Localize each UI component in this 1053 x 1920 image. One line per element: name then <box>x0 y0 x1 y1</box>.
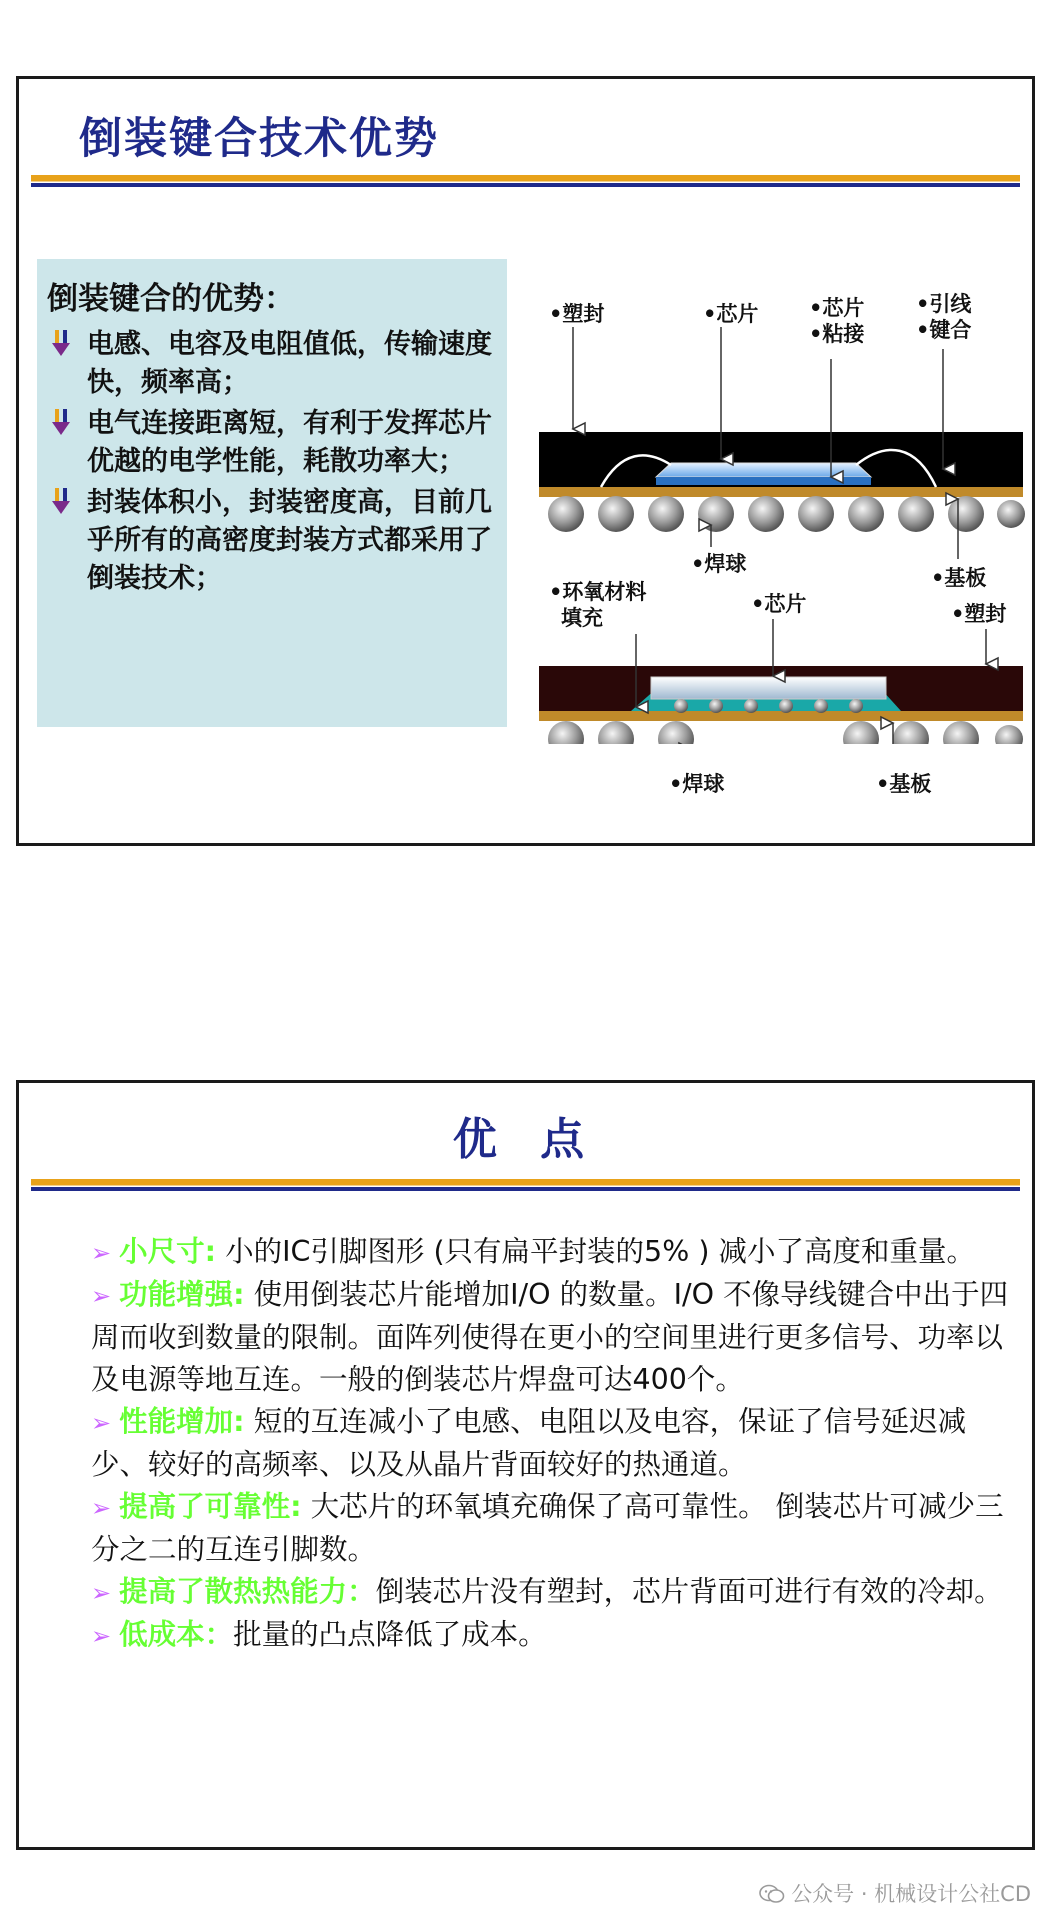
triangle-bullet-icon: ➢ <box>91 1282 112 1310</box>
solder-balls-top <box>548 496 1025 532</box>
title-divider <box>31 1179 1020 1191</box>
item-keyword: 提高了散热热能力： <box>119 1575 376 1608</box>
label-epoxy-fill-1: •环氧材料 <box>549 579 647 604</box>
triangle-bullet-icon: ➢ <box>91 1579 112 1607</box>
item-text: 倒装芯片没有塑封，芯片背面可进行有效的冷却。 <box>375 1575 1003 1608</box>
list-item <box>91 1231 1011 1274</box>
item-keyword: 提高了可靠性: <box>119 1490 302 1523</box>
footer-text: 公众号 · 机械设计公社CD <box>791 1882 1031 1906</box>
label-chip: •芯片 <box>703 301 759 326</box>
advantages-list <box>91 1231 1011 1657</box>
label-substrate: •基板 <box>931 565 987 590</box>
flip-chip-diagram <box>531 229 1031 796</box>
label-wire-bond-2: •键合 <box>916 317 972 342</box>
down-arrow-bullet-icon <box>51 328 73 358</box>
label-chip-bond-2: •粘接 <box>809 321 865 346</box>
solder-balls-bottom <box>548 721 1023 744</box>
list-item <box>91 1401 1011 1486</box>
label-solder-ball-bottom: •焊球 <box>669 771 725 796</box>
label-molding-bottom: •塑封 <box>951 601 1007 626</box>
item-text: 短的互连减小了电感、电阻以及电容，保证了信号延迟减少、较好的高频率、以及从晶片背面较好的热通道。 <box>91 1405 967 1481</box>
slide-title: 倒装键合技术优势 <box>79 114 439 164</box>
wechat-icon <box>759 1884 785 1904</box>
label-substrate-bottom: •基板 <box>876 771 932 796</box>
bullet-item <box>47 326 495 402</box>
item-keyword: 功能增强: <box>119 1278 245 1311</box>
item-text: 批量的凸点降低了成本。 <box>233 1618 547 1651</box>
list-item <box>91 1614 1011 1657</box>
bullet-text: 封装体积小，封装密度高，目前几乎所有的高密度封装方式都采用了倒装技术； <box>87 487 492 594</box>
list-item <box>91 1486 1011 1571</box>
item-text: 大芯片的环氧填充确保了高可靠性。 倒装芯片可减少三分之二的互连引脚数。 <box>91 1490 1004 1566</box>
item-text: 小的IC引脚图形 (只有扁平封装的5% ) 减小了高度和重量。 <box>216 1235 976 1268</box>
triangle-bullet-icon: ➢ <box>91 1622 112 1650</box>
footer-watermark <box>759 1878 1031 1908</box>
bullet-item <box>47 484 495 598</box>
item-text: 使用倒装芯片能增加I/O 的数量。I/O 不像导线键合中出于四周而收到数量的限制。面阵列使得在更小的空间里进行更多信号、功率以及电源等地互连。一般的倒装芯片焊盘可达400个。 <box>91 1278 1009 1396</box>
down-arrow-bullet-icon <box>51 486 73 516</box>
bullet-item <box>47 405 495 481</box>
list-item <box>91 1274 1011 1401</box>
triangle-bullet-icon: ➢ <box>91 1409 112 1437</box>
list-item <box>91 1571 1011 1614</box>
label-epoxy-fill-2: 填充 <box>561 605 603 630</box>
label-chip-bottom: •芯片 <box>751 591 807 616</box>
item-keyword: 小尺寸: <box>119 1235 217 1268</box>
advantages-heading: 倒装键合的优势： <box>47 281 295 317</box>
slide-flip-chip-advantages <box>16 76 1035 846</box>
label-chip-bond-1: •芯片 <box>809 295 865 320</box>
label-solder-ball: •焊球 <box>691 551 747 576</box>
title-divider <box>31 175 1020 187</box>
bullet-text: 电感、电容及电阻值低，传输速度快，频率高； <box>87 329 492 398</box>
down-arrow-bullet-icon <box>51 407 73 437</box>
label-molding: •塑封 <box>549 301 605 326</box>
item-keyword: 低成本： <box>119 1618 234 1651</box>
item-keyword: 性能增加: <box>119 1405 245 1438</box>
bullet-text: 电气连接距离短，有利于发挥芯片优越的电学性能，耗散功率大； <box>87 408 492 477</box>
triangle-bullet-icon: ➢ <box>91 1494 112 1522</box>
slide-advantages <box>16 1080 1035 1850</box>
slide-title: 优 点 <box>452 1114 599 1165</box>
advantages-box <box>37 259 507 727</box>
label-wire-bond-1: •引线 <box>916 291 972 316</box>
triangle-bullet-icon: ➢ <box>91 1239 112 1267</box>
